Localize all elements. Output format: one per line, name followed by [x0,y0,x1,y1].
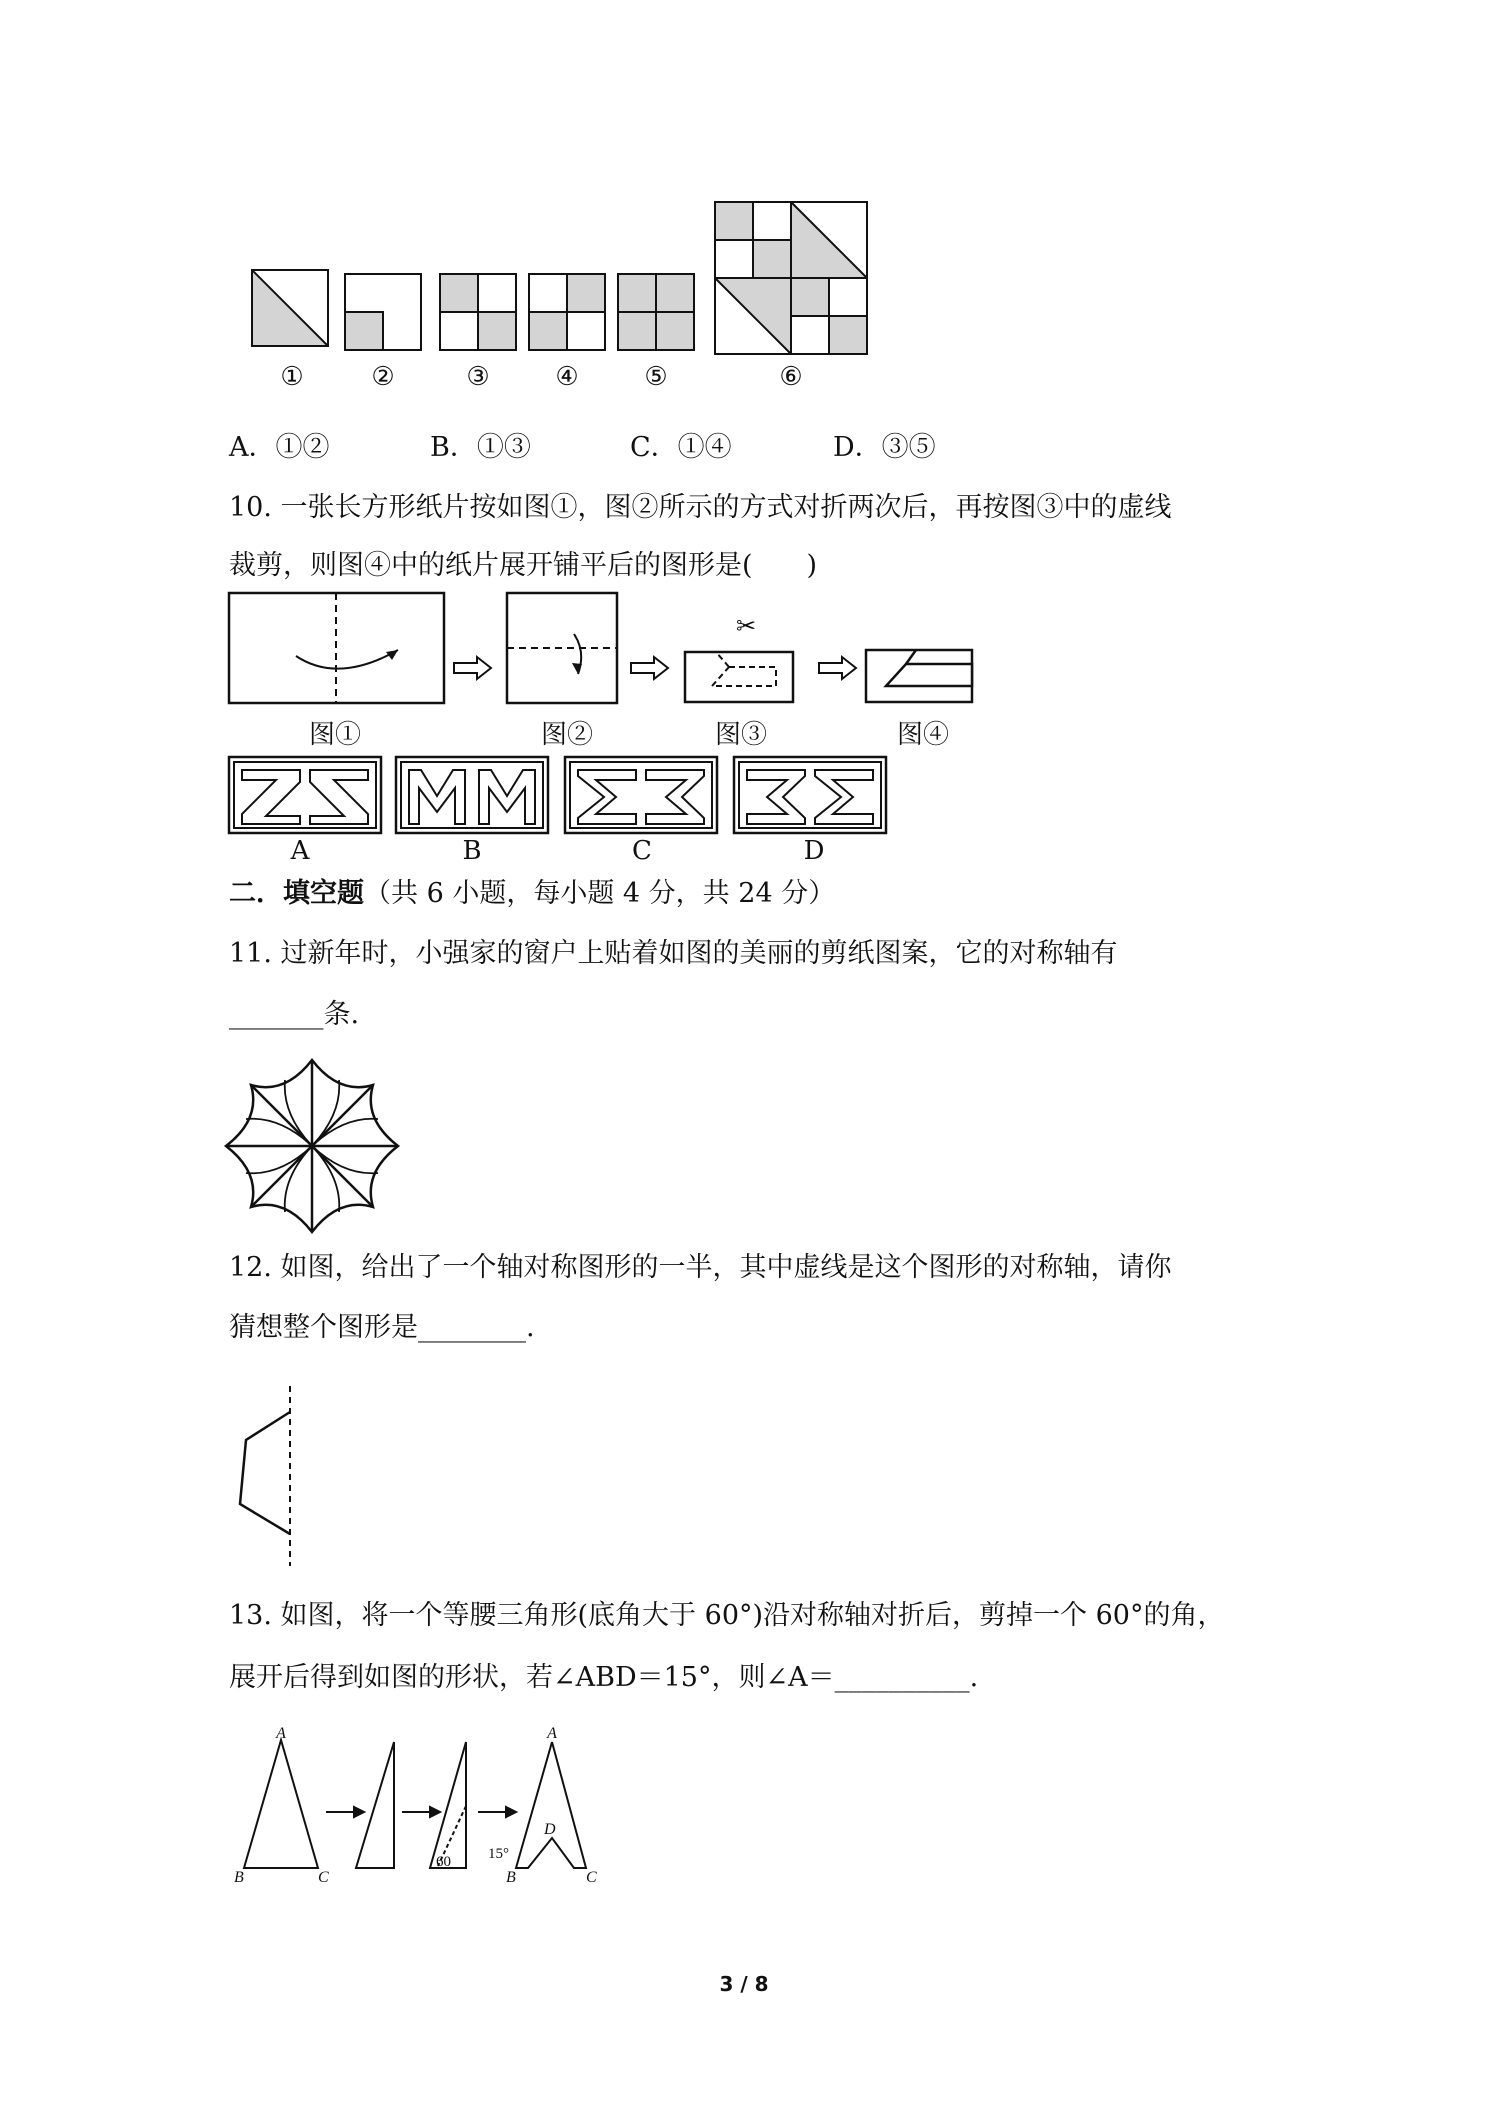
q9-fig-label-1: ① [280,362,304,392]
q10-answer-c-figure[interactable] [564,756,724,836]
q12-line-2: 猜想整个图形是________. [229,1312,535,1343]
q10-answer-b-figure[interactable] [395,756,555,836]
q9-fig-label-3: ③ [466,362,490,392]
q13-label-60: 60 [436,1854,451,1870]
q10-figure-3 [684,612,799,702]
q11-paper-cut-figure [225,1058,405,1238]
option-value: ①② [275,432,330,463]
option-letter: C． [630,432,678,463]
q13-label-d: D [544,1821,556,1838]
q10-figure-1 [228,592,448,707]
q9-figure-6 [715,202,871,358]
section-2-heading [229,876,835,912]
q10-fig-label-2: 图② [540,720,593,750]
q10-line-2: 裁剪，则图④中的纸片展开铺平后的图形是( ) [229,550,818,581]
q10-fig-label-3: 图③ [714,720,767,750]
q13-folding-figure [226,1725,626,1890]
q10-answer-label-a: A [290,836,310,866]
q13-line-2: 展开后得到如图的形状，若∠ABD＝15°，则∠A＝__________. [229,1662,979,1693]
q10-arrow-1 [453,656,493,680]
q13-label-c1: C [318,1869,329,1886]
q9-figure-4 [529,274,609,354]
q10-figure-2 [506,592,621,707]
q9-fig-label-4: ④ [555,362,579,392]
option-value: ①④ [677,432,732,463]
q10-answer-a-figure[interactable] [228,756,388,836]
q13-line-1: 13. 如图，将一个等腰三角形(底角大于 60°)沿对称轴对折后，剪掉一个 60°的角， [229,1600,1225,1631]
q13-label-a2: A [547,1725,557,1742]
q13-label-a1: A [276,1725,286,1742]
q10-arrow-2 [630,656,670,680]
q9-figure-3 [440,274,520,354]
q9-fig-label-6: ⑥ [779,362,803,392]
q13-label-c2: C [586,1869,597,1886]
q12-half-figure [226,1384,306,1584]
q10-answer-d-figure[interactable] [733,756,893,836]
q9-option-c[interactable] [630,430,732,466]
q10-figure-4 [864,648,979,708]
option-letter: D． [833,432,882,463]
q9-fig-label-2: ② [371,362,395,392]
q9-fig-label-5: ⑤ [644,362,668,392]
q10-line-1: 10. 一张长方形纸片按如图①，图②所示的方式对折两次后，再按图③中的虚线 [229,492,1172,523]
option-letter: A． [229,432,276,463]
q13-label-b2: B [506,1869,516,1886]
q10-fig-label-4: 图④ [896,720,949,750]
q13-label-15: 15° [488,1846,509,1862]
q12-line-1: 12. 如图，给出了一个轴对称图形的一半，其中虚线是这个图形的对称轴，请你 [229,1252,1172,1283]
q9-figure-2 [345,274,425,354]
q10-answer-label-c: C [632,836,652,866]
scissors-icon: ✂ [735,612,757,640]
option-letter: B． [430,432,477,463]
q9-figure-5 [618,274,698,354]
q10-answer-label-d: D [803,836,825,866]
q10-arrow-3 [818,656,858,680]
option-value: ①③ [476,432,531,463]
q13-label-b1: B [234,1869,244,1886]
q9-option-a[interactable] [229,430,330,466]
section-2-title: 二．填空题 [229,878,364,909]
q11-line-2: _______条. [229,999,360,1030]
q10-answer-label-b: B [462,836,482,866]
q9-option-d[interactable] [833,430,936,466]
q9-option-b[interactable] [430,430,531,466]
q9-figure-1 [252,270,332,350]
page-number: 3 / 8 [719,1972,769,1996]
q10-fig-label-1: 图① [308,720,361,750]
section-2-note: （共 6 小题，每小题 4 分，共 24 分） [364,878,836,909]
q11-line-1: 11. 过新年时，小强家的窗户上贴着如图的美丽的剪纸图案，它的对称轴有 [229,938,1118,969]
option-value: ③⑤ [881,432,936,463]
